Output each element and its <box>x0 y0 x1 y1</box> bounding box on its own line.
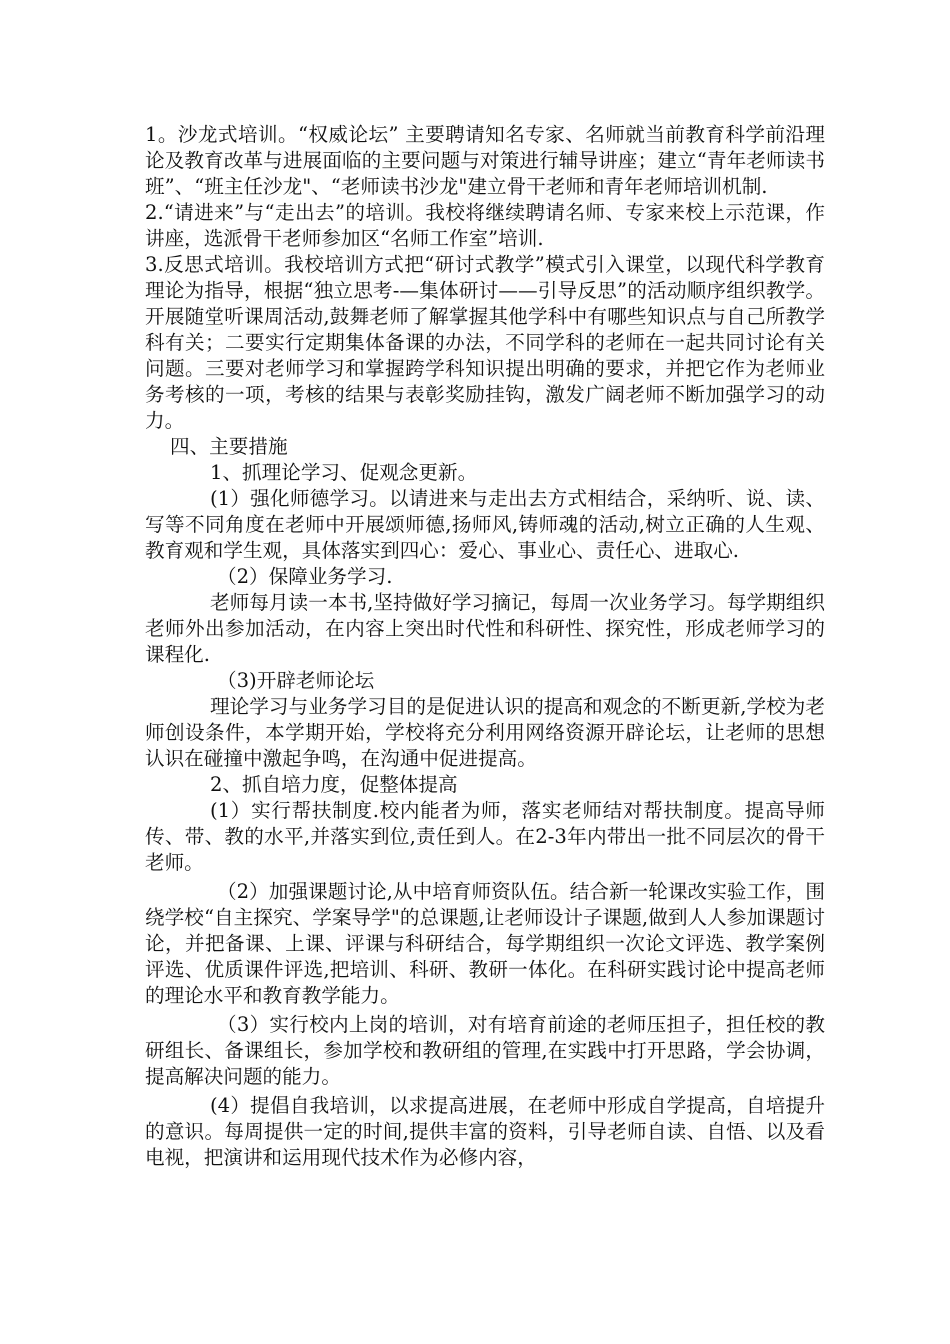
paragraph-invite-and-go-out: 2.“请进来”与“走出去”的培训。我校将继续聘请名师、专家来校上示范课，作讲座，选派骨干老师参加区“名师工作室”培训. <box>145 201 825 250</box>
document-body <box>145 122 825 1171</box>
paragraph-ethics-study: (1）强化师德学习。以请进来与走出去方式相结合，采纳听、说、读、写等不同角度在老师中开展颂师德,扬师风,铸师魂的活动,树立正确的人生观、教育观和学生观，具体落实到四心：爱心、事业心、责任心、进取心. <box>145 487 825 562</box>
paragraph-salon-training: 1。沙龙式培训。“权威论坛” 主要聘请知名专家、名师就当前教育科学前沿理论及教育改革与进展面临的主要问题与对策进行辅导讲座；建立“青年老师读书班”、“班主任沙龙"、“老师读书沙龙"建立骨干老师和青年老师培训机制. <box>145 123 825 198</box>
paragraph-research-topics: （2）加强课题讨论,从中培育师资队伍。结合新一轮课改实验工作，围绕学校“自主探究、学案导学"的总课题,让老师设计子课题,做到人人参加课题讨论，并把备课、上课、评课与科研结合，每学期组织一次论文评选、教学案例评选、优质课件评选,把培训、科研、教研一体化。在科研实践讨论中提高老师的理论水平和教育教学能力。 <box>145 880 825 1007</box>
paragraph-self-training: (4）提倡自我培训，以求提高进展，在老师中形成自学提高，自培提升的意识。每周提供一定的时间,提供丰富的资料，引导老师自读、自悟、以及看电视，把演讲和运用现代技术作为必修内容， <box>145 1094 825 1169</box>
paragraph-mentoring-system: (1）实行帮扶制度.校内能者为师，落实老师结对帮扶制度。提高导师传、带、教的水平,并落实到位,责任到人。在2-3年内带出一批不同层次的骨干老师。 <box>145 799 825 874</box>
subheading-teacher-forum: （3)开辟老师论坛 <box>217 669 375 692</box>
paragraph-forum-purpose: 理论学习与业务学习目的是促进认识的提高和观念的不断更新,学校为老师创设条件，本学期开始，学校将充分利用网络资源开辟论坛，让老师的思想认识在碰撞中激起争鸣，在沟通中促进提高。 <box>145 695 825 770</box>
subheading-self-training: 2、抓自培力度，促整体提高 <box>210 773 458 796</box>
paragraph-reflective-training: 3.反思式培训。我校培训方式把“研讨式教学”模式引入课堂，以现代科学教育理论为指导，根据“独立思考-—集体研讨——引导反思”的活动顺序组织教学。开展随堂听课周活动,鼓舞老师了解掌握其他学科中有哪些知识点与自己所教学科有关；二要实行定期集体备课的办法，不同学科的老师在一起共同讨论有关问题。三要对老师学习和掌握跨学科知识提出明确的要求，并把它作为老师业务考核的一项，考核的结果与表彰奖励挂钩，激发广阔老师不断加强学习的动力。 <box>145 253 825 432</box>
paragraph-on-the-job-training: （3）实行校内上岗的培训，对有培育前途的老师压担子，担任校的教研组长、备课组长，参加学校和教研组的管理,在实践中打开思路，学会协调，提高解决问题的能力。 <box>145 1013 825 1088</box>
paragraph-monthly-reading: 老师每月读一本书,坚持做好学习摘记，每周一次业务学习。每学期组织老师外出参加活动，在内容上突出时代性和科研性、探究性，形成老师学习的课程化. <box>145 591 825 666</box>
subheading-business-study: （2）保障业务学习. <box>217 565 393 588</box>
subheading-theory-study: 1、抓理论学习、促观念更新。 <box>210 461 478 484</box>
section-heading-main-measures: 四、主要措施 <box>170 435 288 458</box>
